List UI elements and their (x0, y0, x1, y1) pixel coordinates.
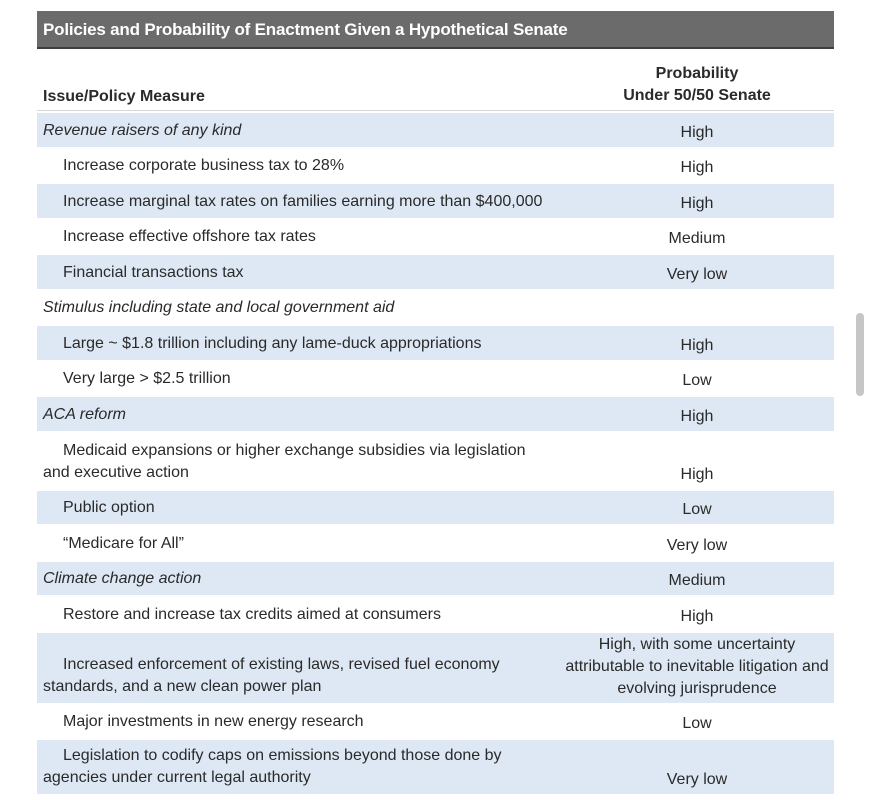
issue-cell: Increased enforcement of existing laws, revised fuel economy standards, and a new clean power plan (43, 656, 500, 695)
probability-cell: Low (682, 501, 712, 518)
column-header-probability-line2: Under 50/50 Senate (623, 87, 771, 104)
issue-cell: Restore and increase tax credits aimed at consumers (63, 606, 441, 623)
table-row (37, 595, 834, 631)
issue-cell: Stimulus including state and local government aid (43, 299, 395, 316)
issue-cell: Increase marginal tax rates on families earning more than $400,000 (63, 193, 543, 210)
probability-cell: Very low (666, 537, 728, 554)
probability-cell: High, with some uncertainty attributable to inevitable litigation and evolving jurisprudence (565, 636, 829, 697)
table-row (37, 631, 834, 703)
table-row (37, 395, 834, 431)
table-row (37, 218, 834, 253)
table-row (37, 360, 834, 395)
table-row (37, 431, 834, 489)
probability-cell: High (680, 337, 714, 354)
probability-cell: High (680, 466, 714, 483)
table-row (37, 324, 834, 360)
table-row (37, 703, 834, 738)
probability-cell: High (680, 124, 714, 141)
issue-cell: Increase corporate business tax to 28% (63, 157, 345, 174)
probability-cell (560, 321, 834, 324)
probability-cell: High (680, 608, 714, 625)
column-header-issue: Issue/Policy Measure (43, 88, 205, 105)
probability-cell: High (680, 159, 714, 176)
table-row (37, 147, 834, 182)
table-row (37, 253, 834, 289)
table-row (37, 182, 834, 218)
issue-cell: Medicaid expansions or higher exchange subsidies via legislation and executive action (43, 442, 526, 481)
issue-cell: Major investments in new energy research (63, 713, 364, 730)
table-title: Policies and Probability of Enactment Given a Hypothetical Senate (37, 11, 834, 49)
probability-cell: High (680, 408, 714, 425)
policy-table (37, 11, 834, 794)
issue-cell: Financial transactions tax (63, 264, 244, 281)
table-row (37, 111, 834, 147)
table-row (37, 560, 834, 595)
table-body (37, 111, 834, 794)
column-header-probability (560, 63, 834, 107)
issue-cell: Public option (63, 499, 155, 516)
probability-cell: Low (682, 715, 712, 732)
issue-cell: Legislation to codify caps on emissions beyond those done by agencies under current legal authority (43, 747, 502, 786)
issue-cell: Large ~ $1.8 trillion including any lame-duck appropriations (63, 335, 482, 352)
issue-cell: ACA reform (43, 406, 126, 423)
table-row (37, 289, 834, 324)
issue-cell: Revenue raisers of any kind (43, 122, 242, 139)
issue-cell: Increase effective offshore tax rates (63, 228, 316, 245)
table-row (37, 524, 834, 560)
probability-cell: Medium (668, 230, 726, 247)
probability-cell: Low (682, 372, 712, 389)
probability-cell: Very low (666, 266, 728, 283)
issue-cell: Climate change action (43, 570, 202, 587)
scrollbar-thumb[interactable] (856, 313, 864, 396)
issue-cell: Very large > $2.5 trillion (63, 370, 231, 387)
column-header-probability-line1: Probability (655, 65, 739, 82)
probability-cell: High (680, 195, 714, 212)
table-row (37, 738, 834, 794)
table-header (37, 49, 834, 111)
table-row (37, 489, 834, 524)
probability-cell: Medium (668, 572, 726, 589)
probability-cell: Very low (666, 771, 728, 788)
issue-cell: “Medicare for All” (63, 535, 184, 552)
